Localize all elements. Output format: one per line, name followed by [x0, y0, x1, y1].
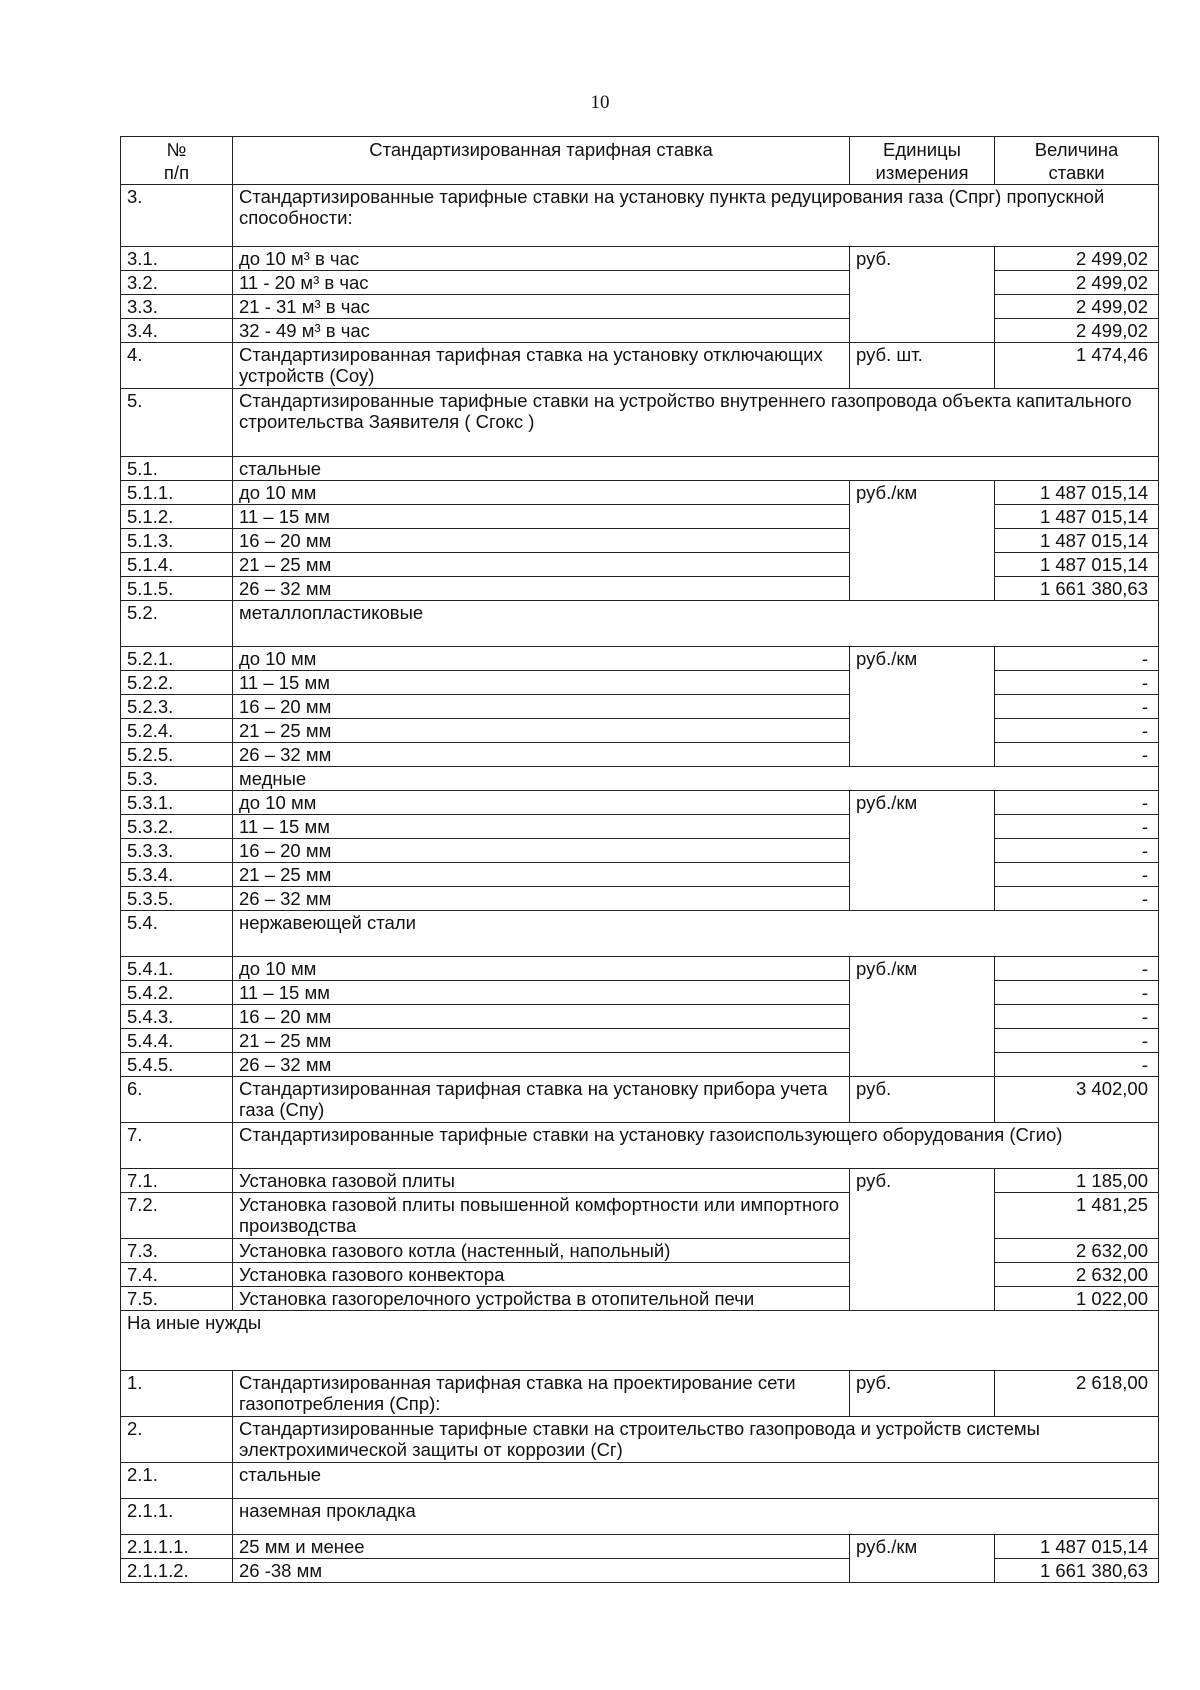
table-row	[121, 695, 1159, 719]
row-unit: руб. шт.	[850, 343, 995, 389]
row-value: 2 499,02	[995, 247, 1159, 271]
row-number: 5.3.5.	[121, 887, 233, 911]
row-description: Установка газовой плиты	[233, 1169, 850, 1193]
row-description: Установка газогорелочного устройства в отопительной печи	[233, 1287, 850, 1311]
table-row	[121, 457, 1159, 481]
row-number: 5.3.4.	[121, 863, 233, 887]
row-number: 5.1.	[121, 457, 233, 481]
row-description: 32 - 49 м³ в час	[233, 319, 850, 343]
row-unit	[850, 1005, 995, 1029]
row-description: 26 – 32 мм	[233, 887, 850, 911]
row-value: -	[995, 815, 1159, 839]
row-value: -	[995, 1029, 1159, 1053]
row-number: 5.4.2.	[121, 981, 233, 1005]
table-row	[121, 1311, 1159, 1371]
row-value: -	[995, 1005, 1159, 1029]
row-description: стальные	[233, 1463, 1159, 1499]
table-row	[121, 1077, 1159, 1123]
row-number: 7.2.	[121, 1193, 233, 1239]
table-row	[121, 815, 1159, 839]
row-value: -	[995, 981, 1159, 1005]
table-row	[121, 767, 1159, 791]
row-description: до 10 м³ в час	[233, 247, 850, 271]
row-number: 5.3.2.	[121, 815, 233, 839]
table-row	[121, 529, 1159, 553]
row-description: Стандартизированные тарифные ставки на установку пункта редуцирования газа (Cпрг) пропускной способности:	[233, 185, 1159, 247]
row-unit	[850, 887, 995, 911]
row-unit	[850, 743, 995, 767]
row-value: 2 499,02	[995, 319, 1159, 343]
row-value: 1 661 380,63	[995, 1559, 1159, 1583]
table-row	[121, 185, 1159, 247]
row-value: 1 481,25	[995, 1193, 1159, 1239]
table-row	[121, 481, 1159, 505]
row-number: 5.4.1.	[121, 957, 233, 981]
row-description: 21 – 25 мм	[233, 1029, 850, 1053]
row-description: до 10 мм	[233, 647, 850, 671]
row-unit: руб.	[850, 1169, 995, 1193]
row-value: 1 487 015,14	[995, 529, 1159, 553]
row-description: металлопластиковые	[233, 601, 1159, 647]
row-value: 1 487 015,14	[995, 1535, 1159, 1559]
row-number: 5.1.2.	[121, 505, 233, 529]
row-number: 3.2.	[121, 271, 233, 295]
row-description: 11 – 15 мм	[233, 981, 850, 1005]
table-row	[121, 1371, 1159, 1417]
table-row	[121, 553, 1159, 577]
row-unit	[850, 295, 995, 319]
table-row	[121, 1463, 1159, 1499]
table-row	[121, 1559, 1159, 1583]
row-unit: руб.	[850, 1371, 995, 1417]
row-number: 2.1.1.	[121, 1499, 233, 1535]
row-value: -	[995, 1053, 1159, 1077]
row-number: 7.5.	[121, 1287, 233, 1311]
table-row	[121, 1239, 1159, 1263]
row-unit: руб./км	[850, 791, 995, 815]
row-description: 16 – 20 мм	[233, 529, 850, 553]
table-row	[121, 1005, 1159, 1029]
row-value: -	[995, 647, 1159, 671]
row-number: 2.	[121, 1417, 233, 1463]
row-value: -	[995, 671, 1159, 695]
row-value: -	[995, 957, 1159, 981]
table-row	[121, 887, 1159, 911]
row-unit: руб./км	[850, 647, 995, 671]
row-number: 5.2.2.	[121, 671, 233, 695]
row-description: Установка газового котла (настенный, напольный)	[233, 1239, 850, 1263]
row-number: 5.1.1.	[121, 481, 233, 505]
row-number: 5.4.5.	[121, 1053, 233, 1077]
row-description: 16 – 20 мм	[233, 839, 850, 863]
row-description: Стандартизированная тарифная ставка на проектирование сети газопотребления (Cпр):	[233, 1371, 850, 1417]
row-number: 7.	[121, 1123, 233, 1169]
row-value: 1 474,46	[995, 343, 1159, 389]
row-number: 5.2.1.	[121, 647, 233, 671]
header-num: № п/п	[121, 137, 233, 185]
table-row	[121, 957, 1159, 981]
row-number: 5.3.3.	[121, 839, 233, 863]
table-row	[121, 1263, 1159, 1287]
header-value: Величина ставки	[995, 137, 1159, 185]
row-description: 26 -38 мм	[233, 1559, 850, 1583]
row-description: медные	[233, 767, 1159, 791]
row-number: 6.	[121, 1077, 233, 1123]
row-number: 7.3.	[121, 1239, 233, 1263]
row-description: 11 – 15 мм	[233, 505, 850, 529]
table-header-row	[121, 137, 1159, 185]
row-description: Стандартизированные тарифные ставки на строительство газопровода и устройств системы электрохимической защиты от коррозии (Cг)	[233, 1417, 1159, 1463]
table-row	[121, 791, 1159, 815]
section-title: На иные нужды	[121, 1311, 1159, 1371]
table-row	[121, 1287, 1159, 1311]
row-value: -	[995, 791, 1159, 815]
table-row	[121, 1123, 1159, 1169]
row-number: 3.1.	[121, 247, 233, 271]
row-description: до 10 мм	[233, 791, 850, 815]
row-value: 2 499,02	[995, 271, 1159, 295]
row-unit	[850, 1053, 995, 1077]
row-value: 3 402,00	[995, 1077, 1159, 1123]
row-description: 26 – 32 мм	[233, 1053, 850, 1077]
row-unit	[850, 529, 995, 553]
row-unit	[850, 1559, 995, 1583]
table-row	[121, 601, 1159, 647]
row-description: 16 – 20 мм	[233, 1005, 850, 1029]
table-row	[121, 577, 1159, 601]
row-description: 21 – 25 мм	[233, 553, 850, 577]
row-value: 1 022,00	[995, 1287, 1159, 1311]
row-number: 5.2.5.	[121, 743, 233, 767]
row-value: 2 632,00	[995, 1263, 1159, 1287]
header-unit: Единицы измерения	[850, 137, 995, 185]
table-row	[121, 863, 1159, 887]
row-description: стальные	[233, 457, 1159, 481]
page-number: 10	[590, 92, 610, 113]
row-value: 1 487 015,14	[995, 481, 1159, 505]
table-row	[121, 1417, 1159, 1463]
row-unit: руб.	[850, 1077, 995, 1123]
row-unit	[850, 1239, 995, 1263]
row-description: Установка газового конвектора	[233, 1263, 850, 1287]
row-unit	[850, 505, 995, 529]
row-number: 3.4.	[121, 319, 233, 343]
row-description: Стандартизированная тарифная ставка на установку отключающих устройств (Cоу)	[233, 343, 850, 389]
row-value: -	[995, 719, 1159, 743]
row-number: 2.1.1.1.	[121, 1535, 233, 1559]
row-number: 2.1.1.2.	[121, 1559, 233, 1583]
row-description: 16 – 20 мм	[233, 695, 850, 719]
table-row	[121, 719, 1159, 743]
row-unit	[850, 319, 995, 343]
row-value: -	[995, 839, 1159, 863]
row-unit	[850, 671, 995, 695]
row-number: 5.2.4.	[121, 719, 233, 743]
table-row	[121, 647, 1159, 671]
table-row	[121, 911, 1159, 957]
row-value: -	[995, 743, 1159, 767]
row-description: 11 – 15 мм	[233, 815, 850, 839]
row-number: 5.4.3.	[121, 1005, 233, 1029]
row-unit: руб./км	[850, 1535, 995, 1559]
row-number: 5.2.3.	[121, 695, 233, 719]
row-unit	[850, 839, 995, 863]
row-description: 21 – 25 мм	[233, 863, 850, 887]
row-unit: руб./км	[850, 481, 995, 505]
table-row	[121, 271, 1159, 295]
table-row	[121, 505, 1159, 529]
row-description: 11 - 20 м³ в час	[233, 271, 850, 295]
row-description: Стандартизированная тарифная ставка на установку прибора учета газа (Cпу)	[233, 1077, 850, 1123]
row-value: 2 618,00	[995, 1371, 1159, 1417]
row-number: 5.1.4.	[121, 553, 233, 577]
row-number: 5.3.1.	[121, 791, 233, 815]
table-row	[121, 247, 1159, 271]
row-number: 5.3.	[121, 767, 233, 791]
row-description: Стандартизированные тарифные ставки на устройство внутреннего газопровода объекта капитального строительства Заявителя ( Cгокс )	[233, 389, 1159, 457]
table-row	[121, 1029, 1159, 1053]
table-row	[121, 389, 1159, 457]
row-unit	[850, 553, 995, 577]
row-number: 3.3.	[121, 295, 233, 319]
row-number: 3.	[121, 185, 233, 247]
row-number: 7.1.	[121, 1169, 233, 1193]
row-number: 5.1.5.	[121, 577, 233, 601]
row-description: 26 – 32 мм	[233, 577, 850, 601]
row-unit	[850, 1287, 995, 1311]
row-unit	[850, 695, 995, 719]
row-unit	[850, 981, 995, 1005]
row-unit	[850, 815, 995, 839]
row-number: 2.1.	[121, 1463, 233, 1499]
row-value: 2 632,00	[995, 1239, 1159, 1263]
row-number: 5.2.	[121, 601, 233, 647]
row-value: -	[995, 887, 1159, 911]
table-row	[121, 1053, 1159, 1077]
row-value: 1 661 380,63	[995, 577, 1159, 601]
row-description: 26 – 32 мм	[233, 743, 850, 767]
row-number: 1.	[121, 1371, 233, 1417]
row-description: до 10 мм	[233, 957, 850, 981]
row-number: 5.1.3.	[121, 529, 233, 553]
row-number: 7.4.	[121, 1263, 233, 1287]
table-row	[121, 839, 1159, 863]
table-row	[121, 1499, 1159, 1535]
table-row	[121, 295, 1159, 319]
header-name: Стандартизированная тарифная ставка	[233, 137, 850, 185]
row-description: Установка газовой плиты повышенной комфортности или импортного производства	[233, 1193, 850, 1239]
row-number: 5.	[121, 389, 233, 457]
row-unit	[850, 719, 995, 743]
table-row	[121, 1169, 1159, 1193]
row-value: 2 499,02	[995, 295, 1159, 319]
row-description: 11 – 15 мм	[233, 671, 850, 695]
tariff-table	[120, 136, 1159, 1583]
table-row	[121, 671, 1159, 695]
row-description: наземная прокладка	[233, 1499, 1159, 1535]
table-row	[121, 1535, 1159, 1559]
row-unit	[850, 1193, 995, 1239]
row-description: Стандартизированные тарифные ставки на установку газоиспользующего оборудования (Cгио)	[233, 1123, 1159, 1169]
table-row	[121, 343, 1159, 389]
table-row	[121, 1193, 1159, 1239]
table-row	[121, 743, 1159, 767]
row-description: до 10 мм	[233, 481, 850, 505]
row-unit	[850, 1029, 995, 1053]
row-unit	[850, 863, 995, 887]
row-unit: руб.	[850, 247, 995, 271]
row-description: нержавеющей стали	[233, 911, 1159, 957]
table-row	[121, 981, 1159, 1005]
row-unit	[850, 1263, 995, 1287]
row-value: -	[995, 863, 1159, 887]
row-value: 1 185,00	[995, 1169, 1159, 1193]
row-value: 1 487 015,14	[995, 505, 1159, 529]
row-number: 4.	[121, 343, 233, 389]
row-value: 1 487 015,14	[995, 553, 1159, 577]
row-unit	[850, 577, 995, 601]
row-value: -	[995, 695, 1159, 719]
row-number: 5.4.4.	[121, 1029, 233, 1053]
row-number: 5.4.	[121, 911, 233, 957]
row-description: 21 - 31 м³ в час	[233, 295, 850, 319]
row-unit: руб./км	[850, 957, 995, 981]
row-unit	[850, 271, 995, 295]
table-row	[121, 319, 1159, 343]
row-description: 21 – 25 мм	[233, 719, 850, 743]
row-description: 25 мм и менее	[233, 1535, 850, 1559]
